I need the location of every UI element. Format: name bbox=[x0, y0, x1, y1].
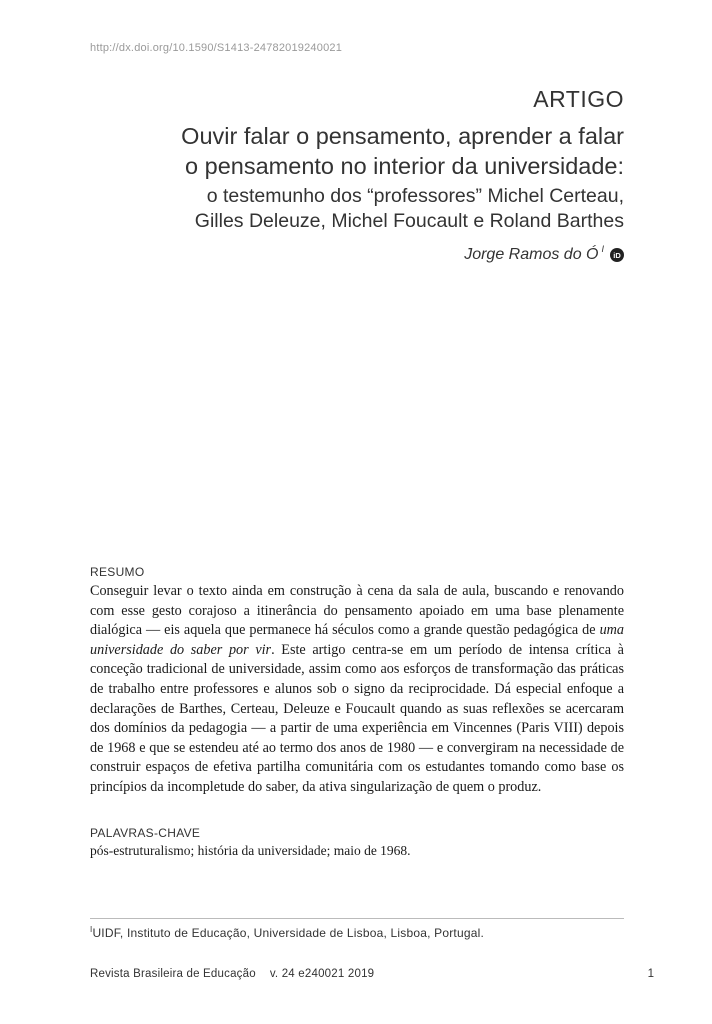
journal-article-id: e240021 bbox=[298, 968, 345, 980]
affiliation-footnote bbox=[90, 925, 484, 940]
footnote-text: UIDF, Instituto de Educação, Universidade de Lisboa, Lisboa, Portugal. bbox=[92, 926, 484, 940]
orcid-icon[interactable]: iD bbox=[610, 248, 624, 262]
article-title bbox=[64, 121, 624, 181]
abstract-label: RESUMO bbox=[90, 565, 145, 579]
subtitle-line-2: Gilles Deleuze, Michel Foucault e Roland Barthes bbox=[194, 210, 624, 232]
doi-link[interactable]: http://dx.doi.org/10.1590/S1413-24782019240021 bbox=[90, 42, 343, 54]
abstract-text-part2: . Este artigo centra-se em um período de intensa crítica à conceção tradicional de universidade, assim como aos esforços de transformação das práticas de trabalho entre professores e alunos sob o signo da reciprocidade. Dá especial enfoque a declarações de Barthes, Certeau, Deleuze e Foucault quando as suas reflexões se acercaram dos domínios da pedagogia — a partir de uma experiência em Vincennes (Paris VIII) depois de 1968 e que se estendeu até ao termo dos anos de 1980 — e convergiram na necessidade de construir espaços de efetiva partilha comunitária com os estudantes tomando como base os princípios da incompletude do saber, da ativa singularização de quem o produz. bbox=[90, 641, 624, 795]
abstract-text-part1: Conseguir levar o texto ainda em construção à cena da sala de aula, buscando e renovando com esse gesto corajoso a itinerância do pensamento apoiado em uma base plenamente dialógica — eis aquela que permanece há séculos como a grande questão pedagógica de bbox=[90, 583, 624, 639]
journal-volume: v. 24 bbox=[269, 968, 295, 980]
keywords-text: pós-estruturalismo; história da universidade; maio de 1968. bbox=[90, 843, 411, 858]
title-line-1: Ouvir falar o pensamento, aprender a falar bbox=[181, 123, 624, 149]
journal-footer bbox=[90, 968, 374, 980]
author-line bbox=[464, 246, 624, 264]
section-label: ARTIGO bbox=[533, 86, 624, 112]
journal-year: 2019 bbox=[347, 968, 375, 980]
subtitle-line-1: o testemunho dos “professores” Michel Certeau, bbox=[206, 185, 624, 207]
journal-name: Revista Brasileira de Educação bbox=[90, 968, 256, 980]
footnote-divider bbox=[90, 918, 624, 919]
page-number: 1 bbox=[647, 968, 654, 980]
article-subtitle bbox=[64, 184, 624, 234]
abstract-text-italic: uma universidade do saber por vir bbox=[90, 622, 624, 658]
abstract-text bbox=[90, 582, 624, 798]
author-affiliation-marker: I bbox=[601, 244, 604, 254]
author-name: Jorge Ramos do Ó bbox=[464, 246, 599, 263]
footnote-marker: I bbox=[90, 925, 93, 934]
title-line-2: o pensamento no interior da universidade: bbox=[185, 153, 624, 179]
keywords-label: PALAVRAS-CHAVE bbox=[90, 826, 201, 840]
